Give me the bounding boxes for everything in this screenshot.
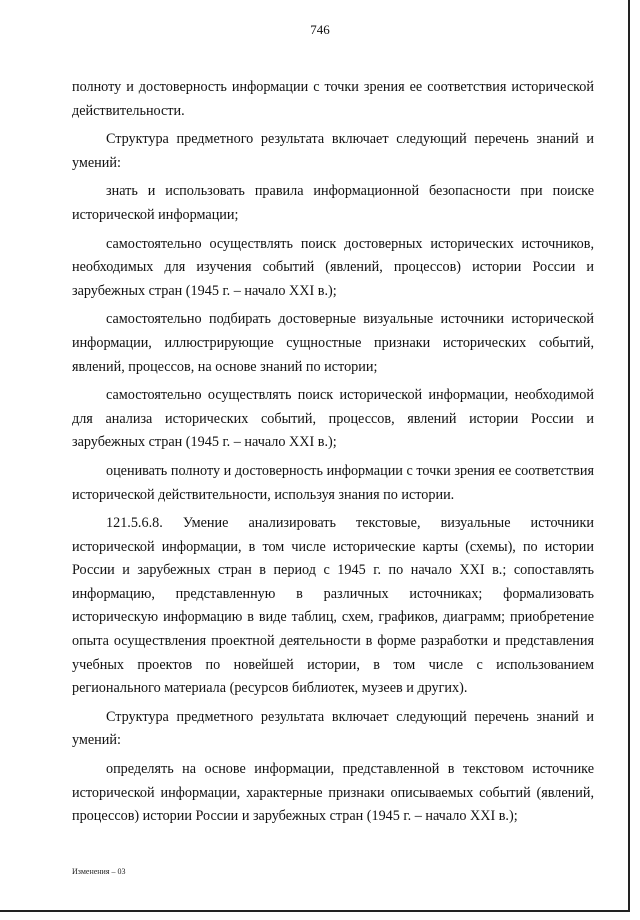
paragraph-6: самостоятельно осуществлять поиск исторической информации, необходимой для анализа исторических событий, процессов, явлений истории России и зарубежных стран (1945 г. – начало XXI в.); (72, 387, 594, 451)
paragraph-2: Структура предметного результата включает следующий перечень знаний и умений: (72, 131, 594, 171)
paragraph-1: полноту и достоверность информации с точки зрения ее соответствия исторической действительности. (72, 79, 594, 119)
footer-revision: Изменения – 03 (72, 867, 126, 876)
paragraph-9: Структура предметного результата включает следующий перечень знаний и умений: (72, 708, 594, 749)
paragraph-4: самостоятельно осуществлять поиск достоверных исторических источников, необходимых для изучения событий (явлений, процессов) истории России и зарубежных стран (1945 г. – начало XXI в.); (72, 235, 594, 299)
document-body (72, 76, 594, 834)
page-number: 746 (310, 22, 330, 37)
paragraph-8: 121.5.6.8. Умение анализировать текстовые, визуальные источники исторической информации, в том числе исторические карты (схемы), по истории России и зарубежных стран в период с 1945 г. по начало XXI в.; сопоставлять информацию, представленную в различных источниках; формализовать историческую информацию в виде таблиц, схем, графиков, диаграмм; приобретение опыта осуществления проектной деятельности в форме разработки и представления учебных проектов по новейшей истории, в том числе с использованием регионального материала (ресурсов библиотек, музеев и других). (72, 515, 594, 697)
paragraph-5: самостоятельно подбирать достоверные визуальные источники исторической информации, иллюстрирующие сущностные признаки исторических событий, явлений, процессов, на основе знаний по истории; (72, 311, 594, 375)
paragraph-3: знать и использовать правила информационной безопасности при поиске исторической информации; (72, 183, 594, 223)
paragraph-10: определять на основе информации, представленной в текстовом источнике исторической информации, характерные признаки описываемых событий (явлений, процессов) истории России и зарубежных стран (1945 г. – начало XXI в.); (72, 761, 594, 825)
paragraph-7: оценивать полноту и достоверность информации с точки зрения ее соответствия исторической действительности, используя знания по истории. (72, 462, 594, 503)
